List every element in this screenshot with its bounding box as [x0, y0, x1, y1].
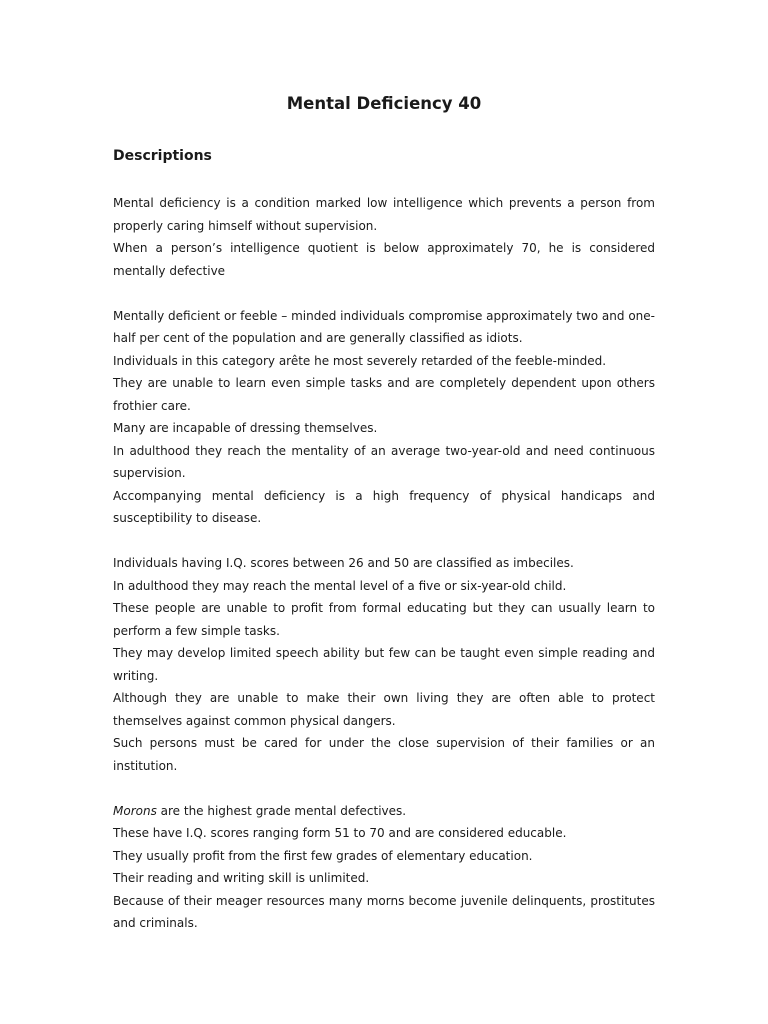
sentence: They may develop limited speech ability but few can be taught even simple reading and writing.	[113, 646, 655, 683]
sentence: Many are incapable of dressing themselves.	[113, 421, 378, 435]
document-body	[113, 192, 655, 957]
morons-definition: are the highest grade mental defectives.	[156, 803, 407, 818]
sentence: In adulthood they may reach the mental level of a five or six-year-old child.	[113, 578, 567, 593]
sentence: Because of their meager resources many morns become juvenile delinquents, prostitutes and criminals.	[113, 893, 655, 930]
sentence: Mental deficiency is a condition marked low intelligence which prevents a person from properly caring himself without supervision.	[113, 196, 655, 233]
sentence: Mentally deficient or feeble – minded individuals compromise approximately two and one-half per cent of the population and are generally classified as idiots.	[113, 308, 655, 345]
paragraph-idiots	[113, 305, 655, 530]
sentence: Although they are unable to make their own living they are often able to protect themselves against common physical dangers.	[113, 691, 655, 728]
paragraph-definition	[113, 192, 655, 282]
sentence: Their reading and writing skill is unlimited.	[113, 871, 370, 885]
paragraph-morons	[113, 800, 655, 935]
section-heading: Descriptions	[113, 148, 212, 164]
paragraph-imbeciles	[113, 552, 655, 777]
sentence: Individuals in this category arête he most severely retarded of the feeble-minded.	[113, 353, 607, 368]
sentence: Accompanying mental deficiency is a high frequency of physical handicaps and susceptibility to disease.	[113, 488, 655, 525]
sentence: When a person’s intelligence quotient is below approximately 70, he is considered mentally defective	[113, 241, 655, 278]
sentence: In adulthood they reach the mentality of an average two-year-old and need continuous supervision.	[113, 443, 655, 480]
sentence: They are unable to learn even simple tasks and are completely dependent upon others frothier care.	[113, 376, 655, 413]
page-title: Mental Deficiency 40	[286, 94, 482, 113]
sentence: These people are unable to profit from formal educating but they can usually learn to perform a few simple tasks.	[113, 601, 655, 638]
sentence: These have I.Q. scores ranging form 51 to 70 and are considered educable.	[113, 826, 567, 840]
sentence	[113, 800, 655, 823]
sentence: Such persons must be cared for under the close supervision of their families or an institution.	[113, 736, 655, 773]
sentence: Individuals having I.Q. scores between 26 and 50 are classified as imbeciles.	[113, 556, 574, 570]
sentence: They usually profit from the first few grades of elementary education.	[113, 848, 533, 863]
morons-term: Morons	[113, 803, 157, 818]
